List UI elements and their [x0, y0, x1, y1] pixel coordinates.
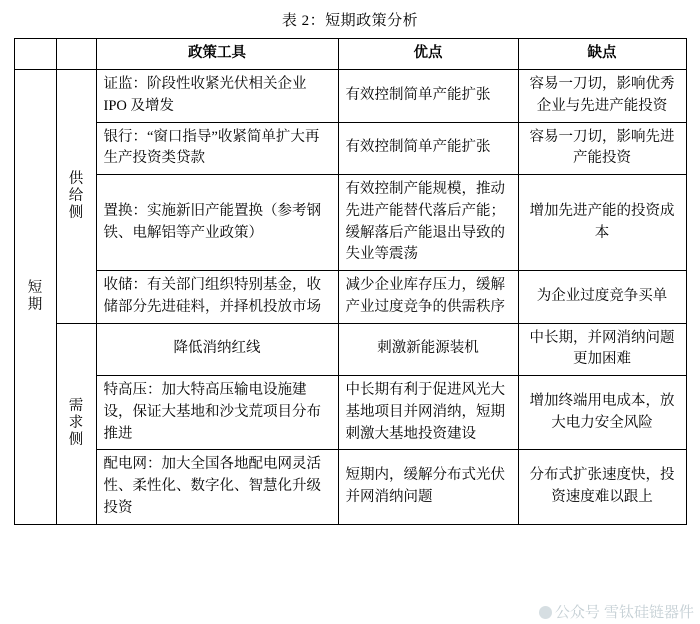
side-label-supply: 供给侧: [68, 171, 85, 221]
tool-cell: 证监：阶段性收紧光伏相关企业 IPO 及增发: [96, 70, 338, 123]
con-cell: 为企业过度竞争买单: [518, 271, 686, 324]
tool-cell: 特高压：加大特高压输电设施建设，保证大基地和沙戈荒项目分布推进: [96, 376, 338, 450]
tool-cell: 银行：“窗口指导”收紧简单扩大再生产投资类贷款: [96, 122, 338, 175]
table-head: [14, 39, 686, 70]
column-header-pro: 优点: [338, 39, 518, 70]
column-header-con: 缺点: [518, 39, 686, 70]
tool-cell: 收储：有关部门组织特别基金，收储部分先进硅料，并择机投放市场: [96, 271, 338, 324]
con-cell: 分布式扩张速度快，投资速度难以跟上: [518, 450, 686, 524]
period-label: 短期: [27, 280, 44, 313]
side-cell-supply: [56, 70, 96, 324]
watermark-text: 公众号 雪钛硅链器件: [554, 604, 694, 621]
table-row: [14, 70, 686, 123]
tool-cell: 降低消纳红线: [96, 323, 338, 376]
pro-cell: 有效控制简单产能扩张: [338, 70, 518, 123]
column-header-period: [14, 39, 56, 70]
column-header-tool: 政策工具: [96, 39, 338, 70]
watermark-logo-icon: [539, 606, 552, 619]
table-header-row: [14, 39, 686, 70]
table-body: [14, 70, 686, 525]
table-row: [14, 376, 686, 450]
table-row: [14, 122, 686, 175]
table-caption: 表 2：短期政策分析: [281, 13, 419, 29]
table-row: [14, 323, 686, 376]
side-cell-demand: [56, 323, 96, 524]
period-cell: [14, 70, 56, 525]
con-cell: 增加先进产能的投资成本: [518, 175, 686, 271]
tool-cell: 置换：实施新旧产能置换（参考钢铁、电解铝等产业政策）: [96, 175, 338, 271]
pro-cell: 中长期有利于促进风光大基地项目并网消纳，短期刺激大基地投资建设: [338, 376, 518, 450]
con-cell: 增加终端用电成本，放大电力安全风险: [518, 376, 686, 450]
table-row: [14, 450, 686, 524]
pro-cell: 刺激新能源装机: [338, 323, 518, 376]
table-row: [14, 175, 686, 271]
side-label-demand: 需求侧: [68, 398, 85, 448]
con-cell: 容易一刀切，影响先进产能投资: [518, 122, 686, 175]
watermark: [539, 601, 694, 622]
pro-cell: 有效控制简单产能扩张: [338, 122, 518, 175]
column-header-side: [56, 39, 96, 70]
table-row: [14, 271, 686, 324]
pro-cell: 减少企业库存压力，缓解产业过度竞争的供需秩序: [338, 271, 518, 324]
tool-cell: 配电网：加大全国各地配电网灵活性、柔性化、数字化、智慧化升级投资: [96, 450, 338, 524]
pro-cell: 有效控制产能规模，推动先进产能替代落后产能；缓解落后产能退出导致的失业等震荡: [338, 175, 518, 271]
pro-cell: 短期内，缓解分布式光伏并网消纳问题: [338, 450, 518, 524]
policy-analysis-table: [14, 38, 687, 525]
con-cell: 中长期，并网消纳问题更加困难: [518, 323, 686, 376]
con-cell: 容易一刀切，影响优秀企业与先进产能投资: [518, 70, 686, 123]
